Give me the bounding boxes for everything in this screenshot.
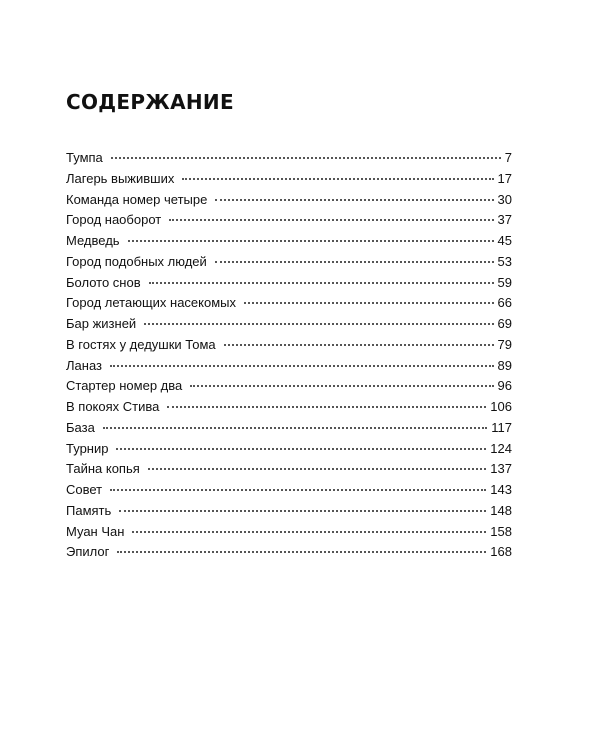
toc-entry-title: База: [66, 419, 95, 435]
dot-leader: [148, 468, 487, 470]
dot-leader: [182, 178, 493, 180]
toc-entry: [66, 314, 512, 335]
toc-entry-title: Город подобных людей: [66, 253, 207, 269]
toc-entry-title: В гостях у дедушки Тома: [66, 336, 216, 352]
toc-entry-page-number: 106: [490, 399, 512, 414]
toc-entry-page-number: 66: [497, 295, 512, 311]
toc-entry-page-number: 79: [497, 336, 512, 352]
dot-leader: [116, 448, 486, 450]
toc-entry-title: Стартер номер два: [66, 378, 183, 394]
toc-entry-page-number: 7: [504, 150, 512, 165]
dot-leader: [224, 344, 494, 346]
toc-entry-page-number: 17: [497, 170, 512, 186]
toc-entry: [66, 148, 512, 169]
toc-entry-title: Город наоборот: [66, 212, 162, 228]
toc-entry-title: Тайна копья: [66, 461, 140, 477]
toc-entry: [66, 335, 512, 356]
dot-leader: [132, 531, 486, 533]
toc-entry: [66, 480, 512, 501]
toc-entry-title: Команда номер четыре: [66, 191, 208, 207]
page-title: СОДЕРЖАНИЕ: [66, 90, 234, 114]
dot-leader: [244, 302, 494, 304]
toc-entry: [66, 522, 512, 543]
toc-entry: [66, 542, 512, 563]
dot-leader: [167, 406, 486, 408]
toc-entry-title: Эпилог: [66, 544, 110, 560]
toc-entry-page-number: 59: [497, 274, 512, 290]
dot-leader: [119, 510, 486, 512]
toc-entry: [66, 397, 512, 418]
toc-entry-page-number: 53: [497, 253, 512, 269]
toc-entry-title: Лагерь выживших: [66, 170, 175, 186]
toc-entry-title: Город летающих насекомых: [66, 295, 236, 311]
toc-entry: [66, 252, 512, 273]
toc-entry-title: Турнир: [66, 440, 109, 456]
toc-entry-title: В покоях Стива: [66, 399, 160, 414]
toc-entry-page-number: 89: [497, 357, 512, 373]
dot-leader: [215, 199, 493, 201]
dot-leader: [144, 323, 493, 325]
dot-leader: [110, 489, 486, 491]
toc-entry-title: Медведь: [66, 233, 120, 248]
dot-leader: [190, 385, 493, 387]
toc-entry-page-number: 137: [490, 461, 512, 477]
toc-entry-title: Память: [66, 502, 112, 518]
toc-entry-page-number: 96: [497, 378, 512, 394]
table-of-contents: [66, 148, 512, 563]
toc-entry-title: Болото снов: [66, 274, 141, 290]
dot-leader: [110, 365, 494, 367]
toc-entry-page-number: 30: [497, 191, 512, 207]
toc-entry: [66, 439, 512, 460]
toc-entry: [66, 190, 512, 211]
dot-leader: [169, 219, 493, 221]
toc-entry-page-number: 45: [497, 233, 512, 248]
toc-entry: [66, 273, 512, 294]
toc-entry: [66, 501, 512, 522]
toc-entry-title: Тумпа: [66, 150, 103, 165]
toc-entry-title: Бар жизней: [66, 316, 137, 331]
dot-leader: [103, 427, 487, 429]
toc-entry-page-number: 143: [490, 482, 512, 497]
toc-entry: [66, 356, 512, 377]
toc-entry-page-number: 148: [490, 502, 512, 518]
toc-entry: [66, 418, 512, 439]
toc-entry-page-number: 69: [497, 316, 512, 331]
toc-entry-title: Ланаз: [66, 357, 102, 373]
toc-entry-page-number: 124: [490, 440, 512, 456]
dot-leader: [117, 551, 486, 553]
dot-leader: [149, 282, 494, 284]
toc-entry-title: Муан Чан: [66, 523, 125, 539]
toc-entry: [66, 169, 512, 190]
toc-entry-page-number: 117: [491, 419, 512, 435]
toc-entry-page-number: 158: [490, 523, 512, 539]
toc-entry: [66, 459, 512, 480]
toc-entry: [66, 210, 512, 231]
toc-entry-page-number: 37: [497, 212, 512, 228]
toc-entry: [66, 231, 512, 252]
dot-leader: [111, 157, 501, 159]
toc-entry-page-number: 168: [490, 544, 512, 560]
dot-leader: [215, 261, 494, 263]
dot-leader: [128, 240, 494, 242]
toc-entry: [66, 293, 512, 314]
toc-entry-title: Совет: [66, 482, 103, 497]
toc-entry: [66, 376, 512, 397]
